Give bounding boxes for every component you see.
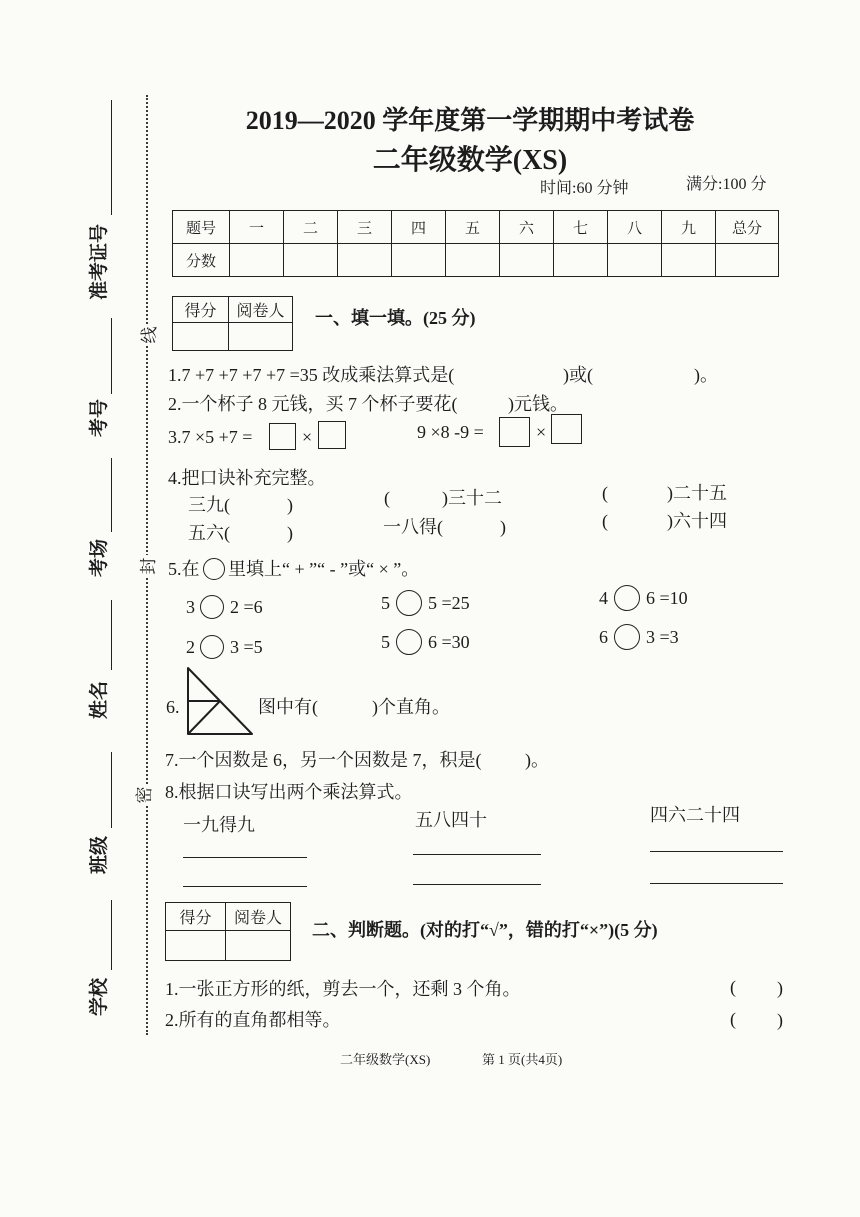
grader-entry-cell [226, 931, 291, 961]
q5-left-operand: 6 [599, 627, 608, 647]
exam-title: 2019—2020 学年度第一学期期中考试卷 [245, 106, 695, 135]
score-cell [338, 244, 392, 277]
score-cell [500, 244, 554, 277]
q1-middle: )或( [563, 365, 593, 385]
q4-item-after: ) [287, 495, 293, 515]
grader-box-entry-row [166, 931, 291, 961]
grader-box-2 [165, 902, 291, 961]
q4-item-after: )六十四 [667, 511, 727, 531]
item-column-1: 一 [230, 211, 284, 244]
footer-subject: 二年级数学(XS) [340, 1052, 431, 1067]
q6-text-after: )个直角。 [372, 697, 450, 717]
right-triangle-figure [184, 664, 256, 738]
admission-number-write-line [111, 100, 112, 215]
exam-room-label: 考场 [89, 539, 110, 578]
item-column-6: 六 [500, 211, 554, 244]
score-cell [608, 244, 662, 277]
judgment-paren-open: ( [730, 1009, 736, 1029]
exam-room-write-line [111, 458, 112, 532]
score-cell-total [716, 244, 779, 277]
exam-number-label: 考号 [89, 399, 110, 438]
exam-number-write-line [111, 318, 112, 394]
score-cell [662, 244, 716, 277]
score-cell [446, 244, 500, 277]
q5-right-side: 6 =10 [646, 588, 688, 608]
q4-prompt: 4.把口诀补充完整。 [168, 468, 326, 488]
grader-label: 阅卷人 [226, 903, 291, 931]
item-number-row [173, 211, 779, 244]
q5-right-side: 6 =30 [428, 632, 470, 652]
q4-item-before: 五六( [188, 523, 230, 543]
grader-box-header-row [173, 297, 293, 323]
q4-item-before: ( [602, 483, 608, 503]
q3-times-sign: × [536, 422, 547, 442]
item-column-8: 八 [608, 211, 662, 244]
q3-answer-box [499, 417, 530, 447]
admission-number-label: 准考证号 [89, 224, 110, 301]
item-column-9: 九 [662, 211, 716, 244]
q1-prefix: 1.7 +7 +7 +7 +7 =35 改成乘法算式是( [168, 365, 455, 385]
q5-right-side: 5 =25 [428, 593, 470, 613]
judgment-paren-open: ( [730, 977, 736, 997]
class-write-line [111, 752, 112, 828]
q3-answer-box [318, 421, 346, 449]
q8-answer-line [413, 884, 541, 885]
grader-box-header-row [166, 903, 291, 931]
score-cell [284, 244, 338, 277]
q6-number: 6. [166, 697, 180, 717]
q4-item-before: ( [384, 488, 390, 508]
score-label: 得分 [173, 297, 229, 323]
name-write-line [111, 600, 112, 670]
q7-suffix: )。 [525, 750, 549, 770]
q4-item-after: ) [500, 517, 506, 537]
q4-item-after: )三十二 [442, 488, 502, 508]
item-column-4: 四 [392, 211, 446, 244]
q8-answer-line [650, 883, 783, 884]
q8-answer-line [650, 851, 783, 852]
item-column-5: 五 [446, 211, 500, 244]
q2-prefix: 2.一个杯子 8 元钱，买 7 个杯子要花( [168, 394, 458, 414]
q5-right-side: 2 =6 [230, 597, 263, 617]
q4-item-after: ) [287, 523, 293, 543]
q5-left-operand: 2 [186, 637, 195, 657]
score-row-header: 分数 [173, 244, 230, 277]
judgment-question: 2.所有的直角都相等。 [165, 1010, 341, 1030]
triangle-altitude [188, 701, 220, 734]
q5-operator-circle [396, 590, 422, 616]
school-write-line [111, 900, 112, 970]
q5-right-side: 3 =3 [646, 627, 679, 647]
grader-label: 阅卷人 [229, 297, 293, 323]
q4-item-before: 三九( [188, 495, 230, 515]
q3-answer-box [551, 414, 582, 444]
item-column-total: 总分 [716, 211, 779, 244]
q5-operator-circle [614, 585, 640, 611]
q3-expression-a: 3.7 ×5 +7 = [168, 427, 253, 447]
item-column-2: 二 [284, 211, 338, 244]
item-number-header: 题号 [173, 211, 230, 244]
q5-operator-circle [396, 629, 422, 655]
q5-left-operand: 4 [599, 588, 608, 608]
score-cell [554, 244, 608, 277]
q5-operator-circle [200, 635, 224, 659]
section-1-heading: 一、填一填。(25 分) [315, 308, 476, 328]
q8-answer-line [183, 886, 307, 887]
q5-operator-circle [200, 595, 224, 619]
seal-char-xian: 线 [139, 324, 161, 346]
exam-time: 时间:60 分钟 [540, 180, 629, 197]
section-2-heading: 二、判断题。(对的打“√”，错的打“×”)(5 分) [312, 920, 658, 940]
q4-item-before: ( [602, 511, 608, 531]
grader-box-1 [172, 296, 293, 351]
q3-expression-b: 9 ×8 -9 = [417, 422, 484, 442]
grader-box-entry-row [173, 323, 293, 351]
score-cell [230, 244, 284, 277]
judgment-paren-close: ) [777, 978, 783, 998]
q8-answer-line [183, 857, 307, 858]
q5-left-operand: 5 [381, 632, 390, 652]
q5-operator-circle [614, 624, 640, 650]
score-row [173, 244, 779, 277]
class-label: 班级 [89, 836, 110, 875]
school-label: 学校 [89, 978, 110, 1017]
grader-entry-cell [229, 323, 293, 351]
name-label: 姓名 [89, 681, 110, 720]
footer-page-number: 第 1 页(共4页) [482, 1052, 563, 1067]
q5-prompt-start: 5.在 [168, 559, 200, 579]
exam-full-score: 满分:100 分 [686, 176, 767, 193]
score-cell [392, 244, 446, 277]
q5-left-operand: 5 [381, 593, 390, 613]
q7-prefix: 7.一个因数是 6，另一个因数是 7，积是( [165, 750, 482, 770]
judgment-paren-close: ) [777, 1010, 783, 1030]
exam-subtitle: 二年级数学(XS) [372, 145, 568, 176]
q5-prompt-end: 里填上“ + ”“ - ”或“ × ”。 [228, 559, 420, 579]
q6-text-before: 图中有( [258, 697, 318, 717]
q1-suffix: )。 [694, 365, 718, 385]
q8-rhyme: 四六二十四 [650, 805, 740, 825]
q8-rhyme: 五八四十 [415, 810, 487, 830]
q5-right-side: 3 =5 [230, 637, 263, 657]
q4-item-before: 一八得( [383, 517, 443, 537]
q8-answer-line [413, 854, 541, 855]
seal-char-mi: 密 [134, 784, 156, 806]
q3-times-sign: × [302, 427, 313, 447]
q4-item-after: )二十五 [667, 483, 727, 503]
seal-char-feng: 封 [138, 555, 160, 577]
score-entry-cell [173, 323, 229, 351]
score-table [172, 210, 779, 277]
score-label: 得分 [166, 903, 226, 931]
q5-left-operand: 3 [186, 597, 195, 617]
item-column-3: 三 [338, 211, 392, 244]
score-entry-cell [166, 931, 226, 961]
q3-answer-box [269, 423, 296, 450]
q5-prompt-circle [203, 558, 225, 580]
item-column-7: 七 [554, 211, 608, 244]
q8-prompt: 8.根据口诀写出两个乘法算式。 [165, 782, 413, 802]
q2-suffix: )元钱。 [508, 394, 568, 414]
q8-rhyme: 一九得九 [183, 815, 255, 835]
judgment-question: 1.一张正方形的纸，剪去一个，还剩 3 个角。 [165, 979, 521, 999]
